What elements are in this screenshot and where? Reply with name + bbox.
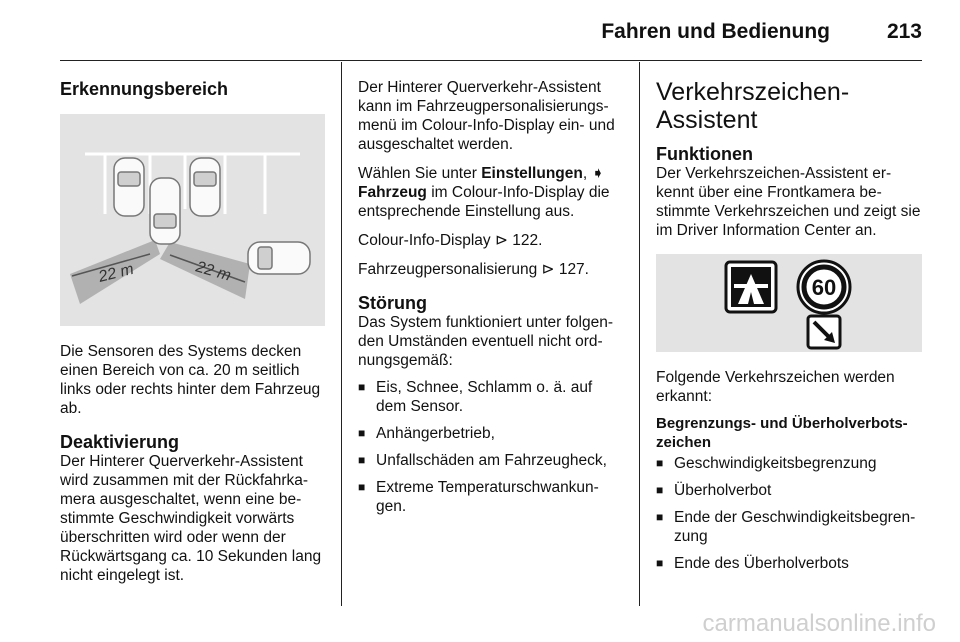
speed-limit-value: 60 [811,275,837,300]
para-malfunction: Das System funktioniert unter folgen-den Umständen eventuell nicht ord-nungsgemäß: [358,314,614,369]
speed-limit-sign-icon [798,261,850,313]
range-label-right: 22 m [193,258,233,285]
ref-colour-info-display: Colour-Info-Display ⊳ 122. [358,232,543,249]
column-divider-1 [341,62,342,606]
malfunction-list [358,378,624,516]
column-3 [656,78,922,573]
traffic-signs-illustration [656,254,922,352]
column-1 [60,68,325,585]
detection-area-figure [60,114,325,326]
page-number: 213 [886,20,922,43]
list-item: ■ Ende der Geschwindigkeitsbegren-zung [656,508,922,546]
column-divider-2 [639,62,640,606]
para-personalization: Der Hinterer Querverkehr-Assistent kann im Fahrzeugpersonalisierungs-menü im Colour-Info-Display ein- und ausgeschaltet werden. [358,79,615,153]
header-rule [60,60,922,61]
header-title: Fahren und Bedienung [601,20,830,43]
reversing-car-icon [150,178,180,244]
para-settings-path [358,164,624,221]
chapter-title: Verkehrszeichen-Assistent [656,78,850,134]
list-item: ■ Anhängerbetrieb, [358,424,624,443]
para-recognized-signs: Folgende Verkehrszeichen werden erkannt: [656,369,895,405]
text-select-suffix: im Colour-Info-Display die entsprechende Einstellung aus. [358,184,610,220]
text-separator: , [582,165,592,182]
recognized-signs-list [656,454,922,573]
car-right-icon [190,158,220,216]
para-sensor-range: Die Sensoren des Systems decken einen Bereich von ca. 20 m seitlich links oder rechts hinter dem Fahrzeug ab. [60,343,321,417]
watermark: carmanualsonline.info [702,610,936,637]
list-item: ■ Überholverbot [656,481,922,500]
text-select-prefix: Wählen Sie unter [358,165,482,182]
section-heading-funktionen: Funktionen [656,144,753,164]
section-heading-stoerung: Störung [358,293,427,313]
ref-fahrzeugpersonalisierung: Fahrzeugpersonalisierung ⊳ 127. [358,261,589,278]
range-label-left: 22 m [96,260,136,286]
list-item: ■ Geschwindigkeitsbegrenzung [656,454,922,473]
crossing-car-icon [248,242,310,274]
motorway-sign-icon [726,262,776,312]
parking-cars-illustration [60,114,325,326]
column-2 [358,78,624,516]
menu-fahrzeug: Fahrzeug [358,184,427,201]
list-item: ■ Eis, Schnee, Schlamm o. ä. auf dem Sensor. [358,378,624,416]
keep-right-sign-icon [808,316,840,348]
car-left-icon [114,158,144,216]
section-heading-erkennungsbereich: Erkennungsbereich [60,79,229,99]
section-heading-deaktivierung: Deaktivierung [60,432,180,452]
list-item: ■ Ende des Überholverbots [656,554,922,573]
menu-einstellungen: Einstellungen [481,165,583,182]
list-item: ■ Unfallschäden am Fahrzeugheck, [358,451,624,470]
list-item: ■ Extreme Temperaturschwankun-gen. [358,478,624,516]
para-deactivation: Der Hinterer Querverkehr-Assistent wird zusammen mit der Rückfahrka-mera ausgeschaltet, wenn eine be-stimmte Geschwindigkeit vorwärts überschritten wird oder wenn der Rückwärtsgang ca. 10 Sekunden lang nicht eingelegt ist. [60,453,322,584]
traffic-signs-figure [656,254,922,352]
para-function: Der Verkehrszeichen-Assistent er-kennt über eine Frontkamera be-stimmte Verkehrszeichen und zeigt sie im Driver Information Center an. [656,165,921,239]
menu-arrow-icon: ➧ [591,165,605,182]
subheading-limit-signs: Begrenzungs- und Überholverbots-zeichen [656,415,908,451]
